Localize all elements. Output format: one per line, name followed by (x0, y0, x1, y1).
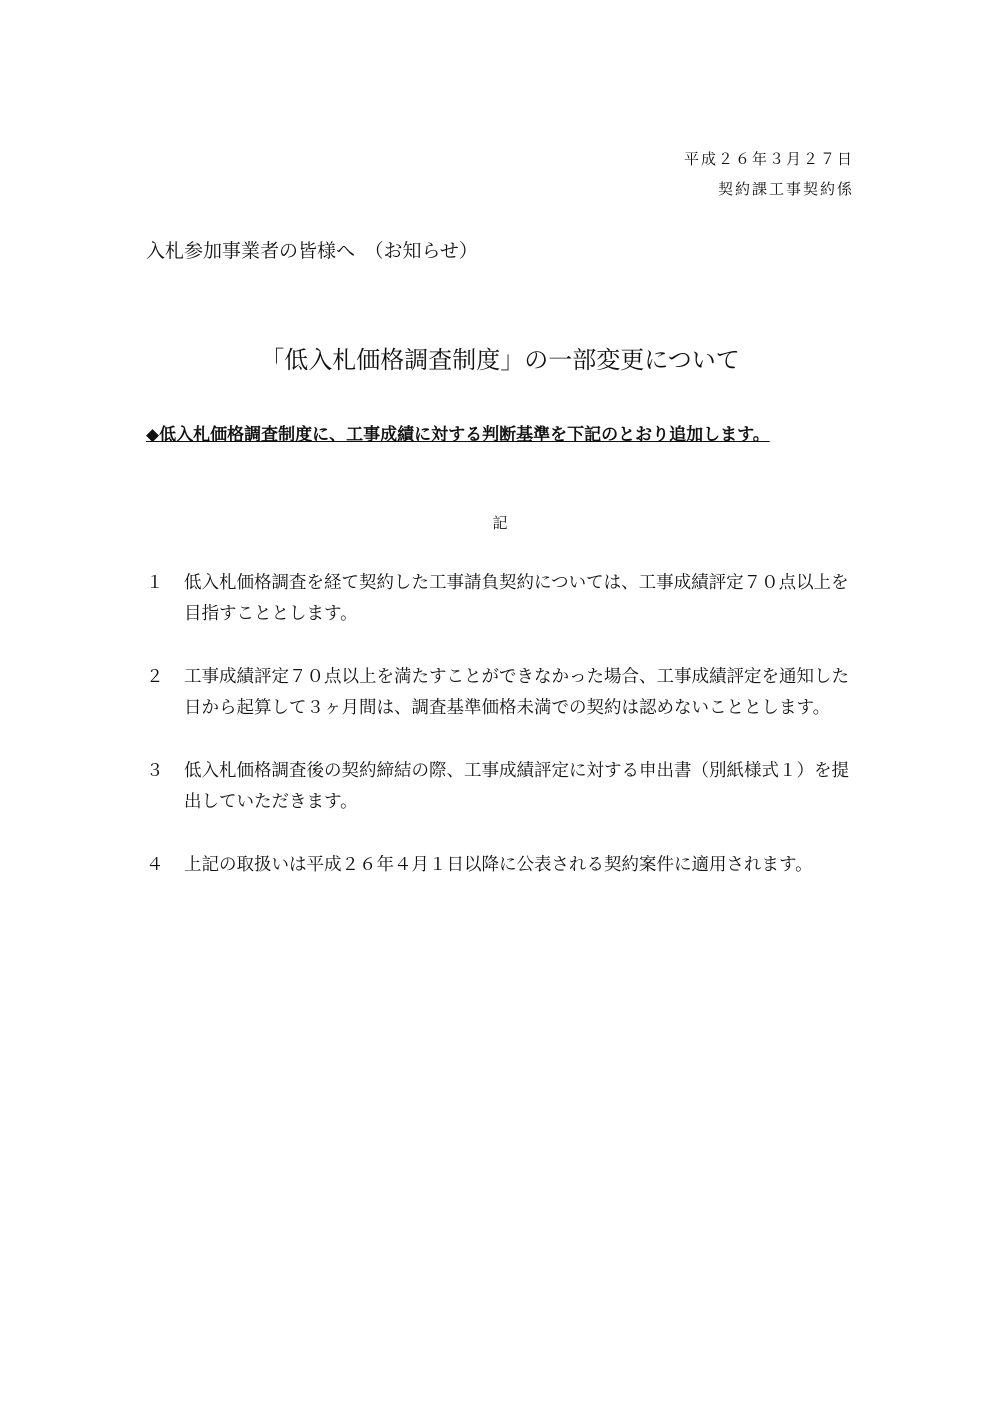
item-text: 低入札価格調査を経て契約した工事請負契約については、工事成績評定７０点以上を目指すこととします。 (184, 573, 849, 624)
list-item-2 (146, 662, 866, 724)
list-item-4 (146, 850, 866, 881)
item-list (146, 568, 866, 913)
list-item-1 (146, 568, 866, 630)
list-item-3 (146, 756, 866, 818)
item-number: ３ (146, 761, 164, 781)
item-number: ４ (146, 855, 164, 875)
item-text: 工事成績評定７０点以上を満たすことができなかった場合、工事成績評定を通知した日から起算して３ヶ月間は、調査基準価格未満での契約は認めないこととします。 (184, 667, 849, 718)
item-text: 上記の取扱いは平成２６年４月１日以降に公表される契約案件に適用されます。 (184, 855, 813, 875)
document-title: 「低入札価格調査制度」の一部変更について (260, 346, 740, 374)
ki-heading: 記 (492, 514, 508, 532)
summary-notice: ◆低入札価格調査制度に、工事成績に対する判断基準を下記のとおり追加します。 (146, 425, 770, 445)
item-number: ２ (146, 667, 164, 687)
issuing-department: 契約課工事契約係 (717, 180, 854, 198)
item-text: 低入札価格調査後の契約締結の際、工事成績評定に対する申出書（別紙様式１）を提出していただきます。 (184, 761, 849, 812)
addressee-line: 入札参加事業者の皆様へ （お知らせ） (146, 240, 478, 262)
item-number: １ (146, 573, 164, 593)
document-date: 平成２６年３月２７日 (683, 150, 854, 168)
